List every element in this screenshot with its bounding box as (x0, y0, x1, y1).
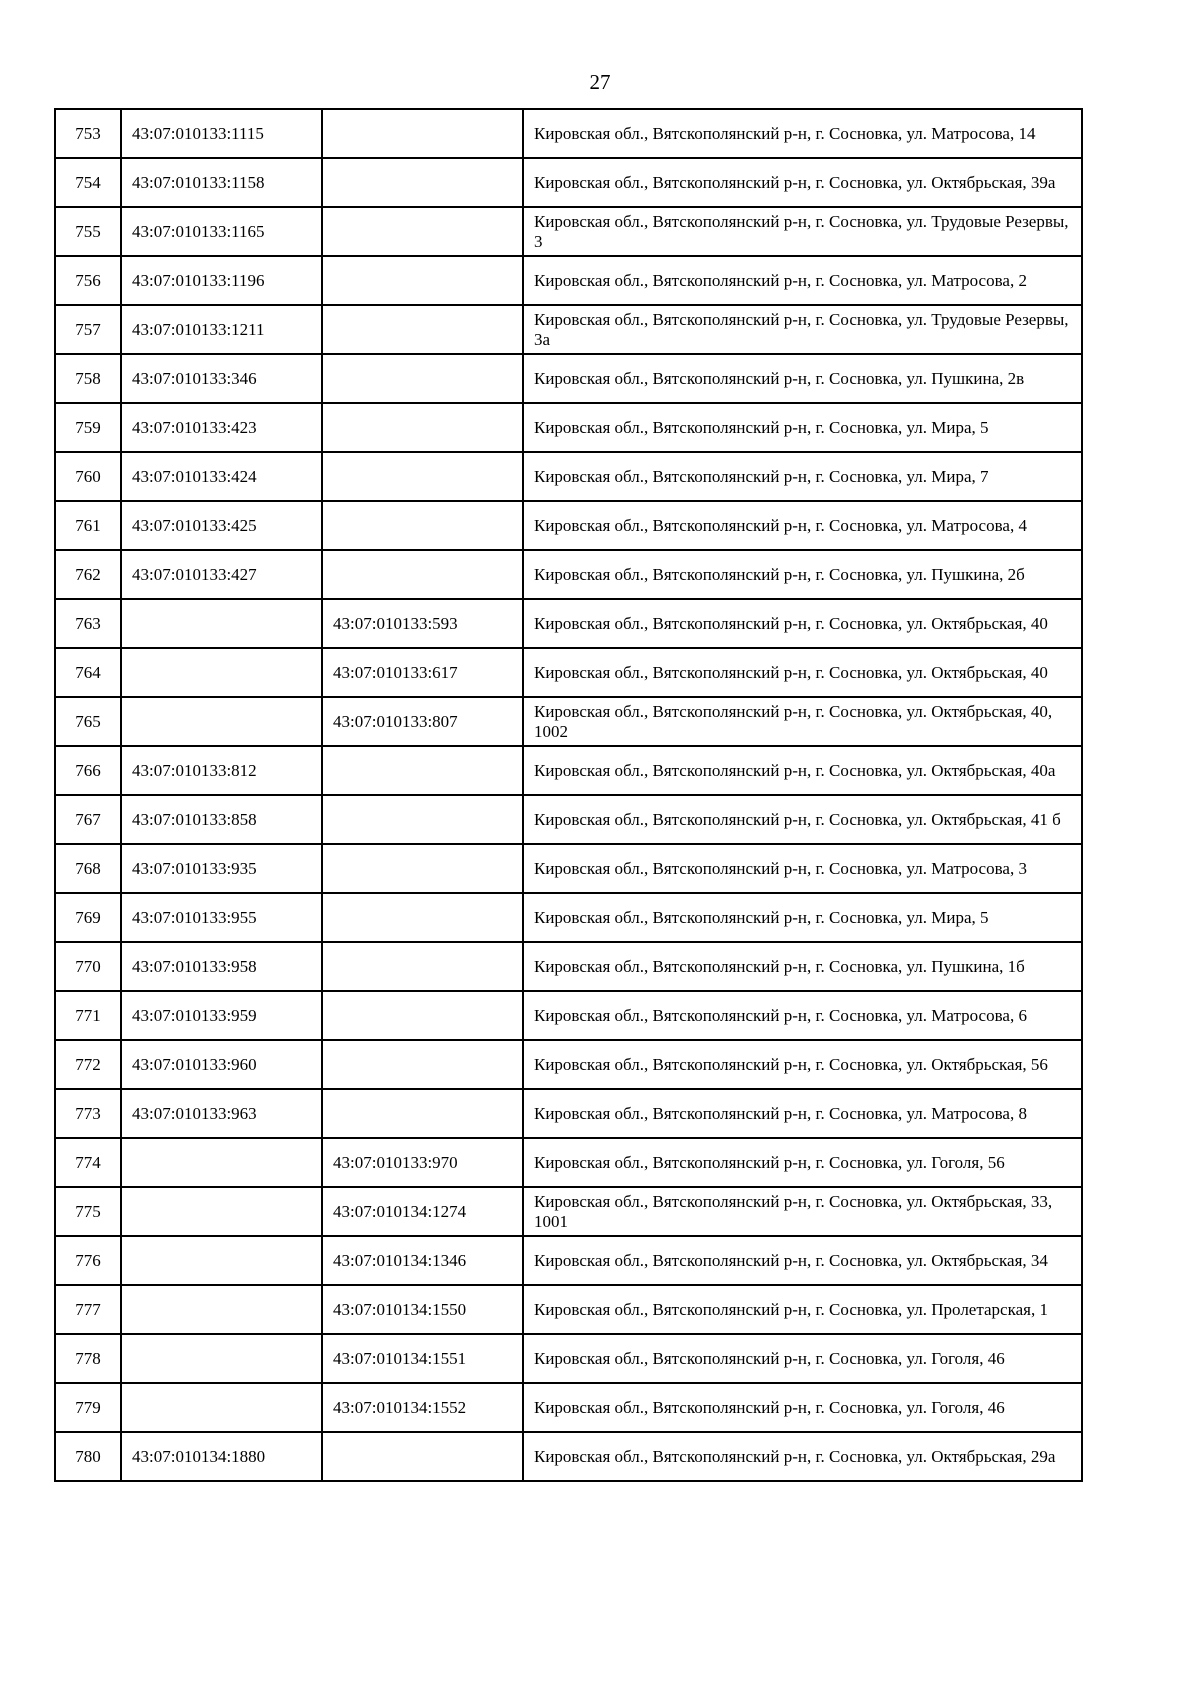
table-row (55, 158, 1082, 207)
row-number-cell: 764 (55, 648, 121, 697)
table-row (55, 403, 1082, 452)
land-cadastral-number-cell: 43:07:010133:1158 (121, 158, 322, 207)
row-number-cell: 769 (55, 893, 121, 942)
address-cell: Кировская обл., Вятскополянский р-н, г. Сосновка, ул. Матросова, 2 (523, 256, 1082, 305)
table-row (55, 256, 1082, 305)
building-cadastral-number-cell: 43:07:010134:1551 (322, 1334, 523, 1383)
table-row (55, 1236, 1082, 1285)
building-cadastral-number-cell (322, 501, 523, 550)
address-cell: Кировская обл., Вятскополянский р-н, г. Сосновка, ул. Октябрьская, 29а (523, 1432, 1082, 1481)
row-number-cell: 773 (55, 1089, 121, 1138)
building-cadastral-number-cell (322, 991, 523, 1040)
row-number-cell: 762 (55, 550, 121, 599)
building-cadastral-number-cell: 43:07:010134:1552 (322, 1383, 523, 1432)
row-number-cell: 771 (55, 991, 121, 1040)
row-number-cell: 755 (55, 207, 121, 256)
land-cadastral-number-cell: 43:07:010133:1165 (121, 207, 322, 256)
address-cell: Кировская обл., Вятскополянский р-н, г. Сосновка, ул. Матросова, 14 (523, 109, 1082, 158)
land-cadastral-number-cell: 43:07:010133:424 (121, 452, 322, 501)
address-cell: Кировская обл., Вятскополянский р-н, г. Сосновка, ул. Октябрьская, 34 (523, 1236, 1082, 1285)
table-row (55, 942, 1082, 991)
address-cell: Кировская обл., Вятскополянский р-н, г. Сосновка, ул. Матросова, 4 (523, 501, 1082, 550)
table-row (55, 109, 1082, 158)
building-cadastral-number-cell (322, 795, 523, 844)
building-cadastral-number-cell (322, 550, 523, 599)
address-cell: Кировская обл., Вятскополянский р-н, г. Сосновка, ул. Октябрьская, 33, 1001 (523, 1187, 1082, 1236)
row-number-cell: 761 (55, 501, 121, 550)
table-row (55, 893, 1082, 942)
building-cadastral-number-cell: 43:07:010133:970 (322, 1138, 523, 1187)
table-row (55, 697, 1082, 746)
land-cadastral-number-cell: 43:07:010133:1196 (121, 256, 322, 305)
land-cadastral-number-cell (121, 1383, 322, 1432)
building-cadastral-number-cell: 43:07:010133:617 (322, 648, 523, 697)
building-cadastral-number-cell: 43:07:010134:1274 (322, 1187, 523, 1236)
land-cadastral-number-cell (121, 1334, 322, 1383)
address-cell: Кировская обл., Вятскополянский р-н, г. Сосновка, ул. Октябрьская, 40, 1002 (523, 697, 1082, 746)
registry-table (54, 108, 1083, 1482)
registry-table-body (55, 109, 1082, 1481)
building-cadastral-number-cell (322, 746, 523, 795)
address-cell: Кировская обл., Вятскополянский р-н, г. Сосновка, ул. Трудовые Резервы, 3а (523, 305, 1082, 354)
address-cell: Кировская обл., Вятскополянский р-н, г. Сосновка, ул. Октябрьская, 39а (523, 158, 1082, 207)
building-cadastral-number-cell (322, 158, 523, 207)
building-cadastral-number-cell: 43:07:010133:593 (322, 599, 523, 648)
table-row (55, 1285, 1082, 1334)
row-number-cell: 772 (55, 1040, 121, 1089)
table-row (55, 648, 1082, 697)
land-cadastral-number-cell (121, 648, 322, 697)
table-row (55, 746, 1082, 795)
building-cadastral-number-cell (322, 1432, 523, 1481)
land-cadastral-number-cell: 43:07:010133:425 (121, 501, 322, 550)
address-cell: Кировская обл., Вятскополянский р-н, г. Сосновка, ул. Октябрьская, 41 б (523, 795, 1082, 844)
row-number-cell: 780 (55, 1432, 121, 1481)
row-number-cell: 757 (55, 305, 121, 354)
land-cadastral-number-cell: 43:07:010133:1115 (121, 109, 322, 158)
address-cell: Кировская обл., Вятскополянский р-н, г. Сосновка, ул. Гоголя, 46 (523, 1334, 1082, 1383)
land-cadastral-number-cell: 43:07:010133:423 (121, 403, 322, 452)
table-row (55, 550, 1082, 599)
land-cadastral-number-cell: 43:07:010133:1211 (121, 305, 322, 354)
building-cadastral-number-cell (322, 109, 523, 158)
land-cadastral-number-cell (121, 1236, 322, 1285)
row-number-cell: 778 (55, 1334, 121, 1383)
address-cell: Кировская обл., Вятскополянский р-н, г. Сосновка, ул. Матросова, 6 (523, 991, 1082, 1040)
row-number-cell: 774 (55, 1138, 121, 1187)
table-row (55, 1187, 1082, 1236)
land-cadastral-number-cell (121, 1187, 322, 1236)
table-row (55, 1089, 1082, 1138)
building-cadastral-number-cell (322, 207, 523, 256)
table-row (55, 452, 1082, 501)
building-cadastral-number-cell (322, 1089, 523, 1138)
building-cadastral-number-cell (322, 256, 523, 305)
address-cell: Кировская обл., Вятскополянский р-н, г. Сосновка, ул. Мира, 5 (523, 403, 1082, 452)
building-cadastral-number-cell (322, 1040, 523, 1089)
building-cadastral-number-cell (322, 403, 523, 452)
building-cadastral-number-cell (322, 452, 523, 501)
table-row (55, 207, 1082, 256)
land-cadastral-number-cell: 43:07:010133:858 (121, 795, 322, 844)
row-number-cell: 768 (55, 844, 121, 893)
building-cadastral-number-cell: 43:07:010134:1346 (322, 1236, 523, 1285)
table-row (55, 1383, 1082, 1432)
row-number-cell: 777 (55, 1285, 121, 1334)
table-row (55, 354, 1082, 403)
land-cadastral-number-cell: 43:07:010133:346 (121, 354, 322, 403)
building-cadastral-number-cell (322, 942, 523, 991)
land-cadastral-number-cell: 43:07:010133:959 (121, 991, 322, 1040)
address-cell: Кировская обл., Вятскополянский р-н, г. Сосновка, ул. Мира, 7 (523, 452, 1082, 501)
table-row (55, 599, 1082, 648)
address-cell: Кировская обл., Вятскополянский р-н, г. Сосновка, ул. Гоголя, 56 (523, 1138, 1082, 1187)
land-cadastral-number-cell (121, 697, 322, 746)
address-cell: Кировская обл., Вятскополянский р-н, г. Сосновка, ул. Пушкина, 1б (523, 942, 1082, 991)
land-cadastral-number-cell (121, 599, 322, 648)
row-number-cell: 776 (55, 1236, 121, 1285)
address-cell: Кировская обл., Вятскополянский р-н, г. Сосновка, ул. Октябрьская, 40 (523, 599, 1082, 648)
land-cadastral-number-cell (121, 1138, 322, 1187)
table-row (55, 844, 1082, 893)
land-cadastral-number-cell: 43:07:010133:955 (121, 893, 322, 942)
land-cadastral-number-cell: 43:07:010133:963 (121, 1089, 322, 1138)
building-cadastral-number-cell (322, 844, 523, 893)
address-cell: Кировская обл., Вятскополянский р-н, г. Сосновка, ул. Октябрьская, 56 (523, 1040, 1082, 1089)
address-cell: Кировская обл., Вятскополянский р-н, г. Сосновка, ул. Пролетарская, 1 (523, 1285, 1082, 1334)
land-cadastral-number-cell (121, 1285, 322, 1334)
address-cell: Кировская обл., Вятскополянский р-н, г. Сосновка, ул. Гоголя, 46 (523, 1383, 1082, 1432)
building-cadastral-number-cell (322, 305, 523, 354)
address-cell: Кировская обл., Вятскополянский р-н, г. Сосновка, ул. Октябрьская, 40 (523, 648, 1082, 697)
row-number-cell: 775 (55, 1187, 121, 1236)
address-cell: Кировская обл., Вятскополянский р-н, г. Сосновка, ул. Матросова, 3 (523, 844, 1082, 893)
page-number: 27 (589, 70, 611, 94)
row-number-cell: 758 (55, 354, 121, 403)
row-number-cell: 754 (55, 158, 121, 207)
address-cell: Кировская обл., Вятскополянский р-н, г. Сосновка, ул. Пушкина, 2в (523, 354, 1082, 403)
building-cadastral-number-cell (322, 893, 523, 942)
row-number-cell: 765 (55, 697, 121, 746)
land-cadastral-number-cell: 43:07:010133:427 (121, 550, 322, 599)
table-row (55, 1334, 1082, 1383)
building-cadastral-number-cell: 43:07:010134:1550 (322, 1285, 523, 1334)
land-cadastral-number-cell: 43:07:010134:1880 (121, 1432, 322, 1481)
table-row (55, 501, 1082, 550)
table-row (55, 1040, 1082, 1089)
address-cell: Кировская обл., Вятскополянский р-н, г. Сосновка, ул. Мира, 5 (523, 893, 1082, 942)
row-number-cell: 766 (55, 746, 121, 795)
address-cell: Кировская обл., Вятскополянский р-н, г. Сосновка, ул. Октябрьская, 40а (523, 746, 1082, 795)
row-number-cell: 759 (55, 403, 121, 452)
land-cadastral-number-cell: 43:07:010133:960 (121, 1040, 322, 1089)
address-cell: Кировская обл., Вятскополянский р-н, г. Сосновка, ул. Пушкина, 2б (523, 550, 1082, 599)
land-cadastral-number-cell: 43:07:010133:935 (121, 844, 322, 893)
table-row (55, 305, 1082, 354)
row-number-cell: 770 (55, 942, 121, 991)
table-row (55, 795, 1082, 844)
row-number-cell: 756 (55, 256, 121, 305)
table-row (55, 1432, 1082, 1481)
table-row (55, 991, 1082, 1040)
address-cell: Кировская обл., Вятскополянский р-н, г. Сосновка, ул. Матросова, 8 (523, 1089, 1082, 1138)
address-cell: Кировская обл., Вятскополянский р-н, г. Сосновка, ул. Трудовые Резервы, 3 (523, 207, 1082, 256)
row-number-cell: 753 (55, 109, 121, 158)
building-cadastral-number-cell (322, 354, 523, 403)
row-number-cell: 767 (55, 795, 121, 844)
row-number-cell: 779 (55, 1383, 121, 1432)
land-cadastral-number-cell: 43:07:010133:958 (121, 942, 322, 991)
table-row (55, 1138, 1082, 1187)
building-cadastral-number-cell: 43:07:010133:807 (322, 697, 523, 746)
row-number-cell: 760 (55, 452, 121, 501)
row-number-cell: 763 (55, 599, 121, 648)
land-cadastral-number-cell: 43:07:010133:812 (121, 746, 322, 795)
